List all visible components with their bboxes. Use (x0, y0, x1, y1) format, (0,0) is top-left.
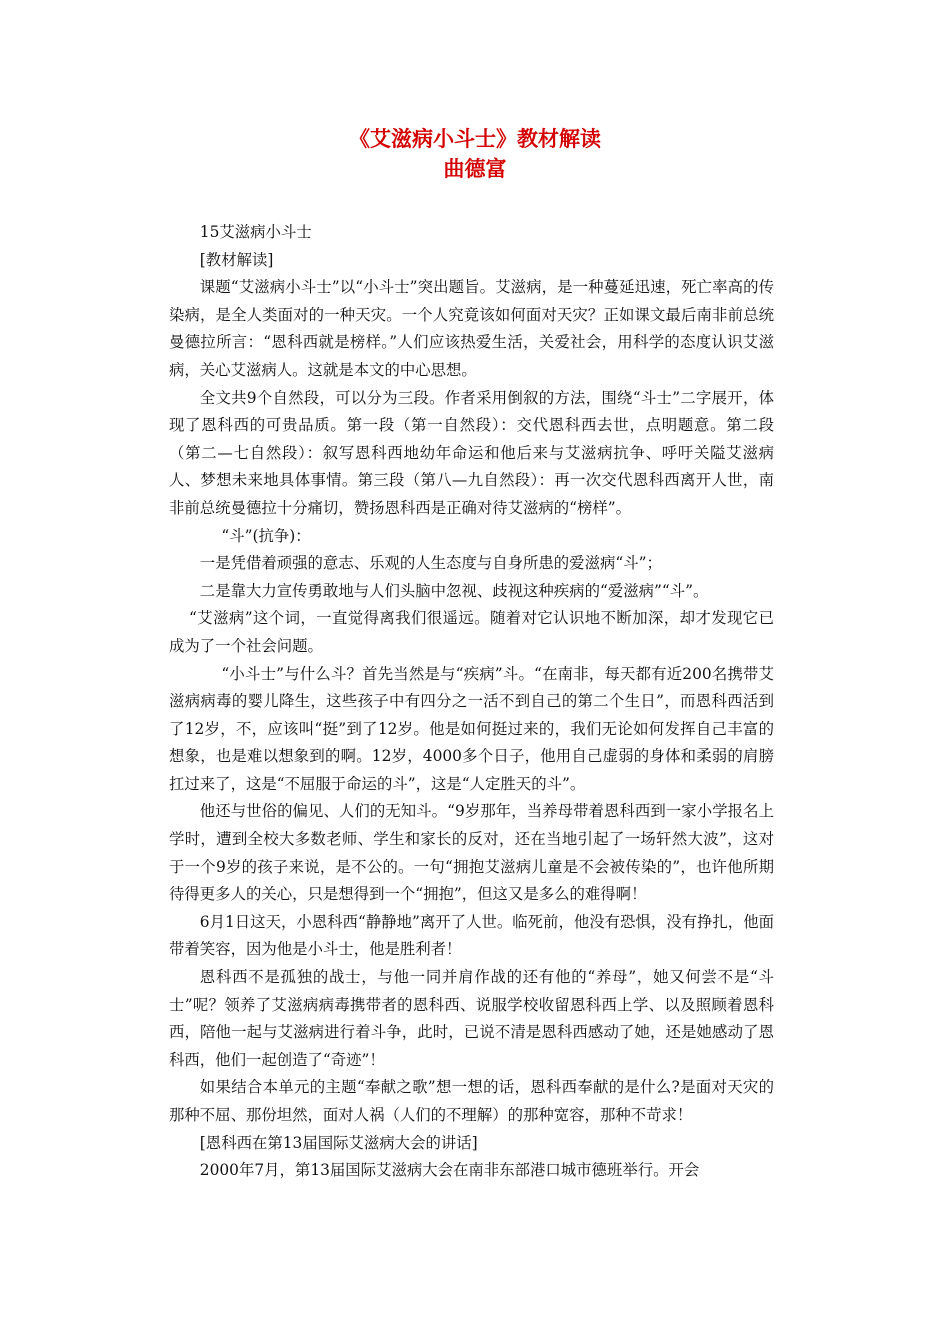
document-title: 《艾滋病小斗士》教材解读 (349, 126, 601, 151)
paragraph: “斗”(抗争)： (221, 526, 311, 545)
document-body (169, 219, 774, 1185)
paragraph: 全文共9个自然段，可以分为三段。作者采用倒叙的方法，围绕“斗士”二字展开，体现了恩科西的可贵品质。第一段（第一自然段）：交代恩科西去世，点明题意。第二段（第二—七自然段）：叙写恩科西地幼年命运和他后来与艾滋病抗争、呼吁关隘艾滋病人、梦想未来地具体事情。第三段（第八—九自然段）：再一次交代恩科西离开人世，南非前总统曼德拉十分痛切，赞扬恩科西是正确对待艾滋病的“榜样”。 (169, 388, 774, 517)
document-author: 曲德富 (443, 156, 507, 181)
paragraph: 一是凭借着顽强的意志、乐观的人生态度与自身所患的爱滋病“斗”； (199, 554, 662, 573)
paragraph: 他还与世俗的偏见、人们的无知斗。“9岁那年，当养母带着恩科西到一家小学报名上学时，遭到全校大多数老师、学生和家长的反对，还在当地引起了一场轩然大波”，这对于一个9岁的孩子来说，是不公的。一句“拥抱艾滋病儿童是不会被传染的”，也许他所期待得更多人的关心，只是想得到一个“拥抱”，但这又是多么的难得啊！ (169, 802, 774, 904)
section-heading-speech: [恩科西在第13届国际艾滋病大会的讲话] (199, 1133, 478, 1152)
paragraph: 二是靠大力宣传勇敢地与人们头脑中忽视、歧视这种疾病的“爱滋病”“斗”。 (199, 581, 709, 600)
paragraph: 课题“艾滋病小斗士”以“小斗士”突出题旨。艾滋病，是一种蔓延迅速，死亡率高的传染病，是全人类面对的一种天灾。一个人究竟该如何面对天灾？正如课文最后南非前总统曼德拉所言：“恩科西就是榜样。”人们应该热爱生活，关爱社会，用科学的态度认识艾滋病，关心艾滋病人。这就是本文的中心思想。 (169, 278, 774, 379)
paragraph: 如果结合本单元的主题“奉献之歌”想一想的话，恩科西奉献的是什么?是面对天灾的那种不屈、那份坦然，面对人祸（人们的不理解）的那种宽容，那种不苛求！ (169, 1078, 774, 1124)
lesson-heading: 15艾滋病小斗士 (199, 223, 312, 241)
title-block (0, 124, 950, 184)
section-heading-analysis: [教材解读] (199, 250, 274, 269)
paragraph: 6月1日这天，小恩科西“静静地”离开了人世。临死前，他没有恐惧，没有挣扎，他面带着笑容，因为他是小斗士，他是胜利者！ (169, 912, 774, 959)
paragraph: “小斗士”与什么斗？首先当然是与“疾病”斗。“在南非，每天都有近200名携带艾滋病病毒的婴儿降生，这些孩子中有四分之一活不到自己的第二个生日”，而恩科西活到了12岁，不，应该叫“挺”到了12岁。他是如何挺过来的，我们无论如何发挥自己丰富的想象，也是难以想象到的啊。12岁，4000多个日子，他用自己虚弱的身体和柔弱的肩膀扛过来了，这是“不屈服于命运的斗”，这是“人定胜天的斗”。 (169, 664, 774, 793)
paragraph: 恩科西不是孤独的战士，与他一同并肩作战的还有他的“养母”，她又何尝不是“斗士”呢？领养了艾滋病病毒携带者的恩科西、说服学校收留恩科西上学、以及照顾着恩科西，陪他一起与艾滋病进行着斗争，此时，已说不清是恩科西感动了她，还是她感动了恩科西，他们一起创造了“奇迹”！ (169, 968, 774, 1069)
paragraph: “艾滋病”这个词，一直觉得离我们很遥远。随着对它认识地不断加深，却才发现它已成为了一个社会问题。 (169, 609, 774, 655)
paragraph: 2000年7月，第13届国际艾滋病大会在南非东部港口城市德班举行。开会 (199, 1161, 700, 1180)
